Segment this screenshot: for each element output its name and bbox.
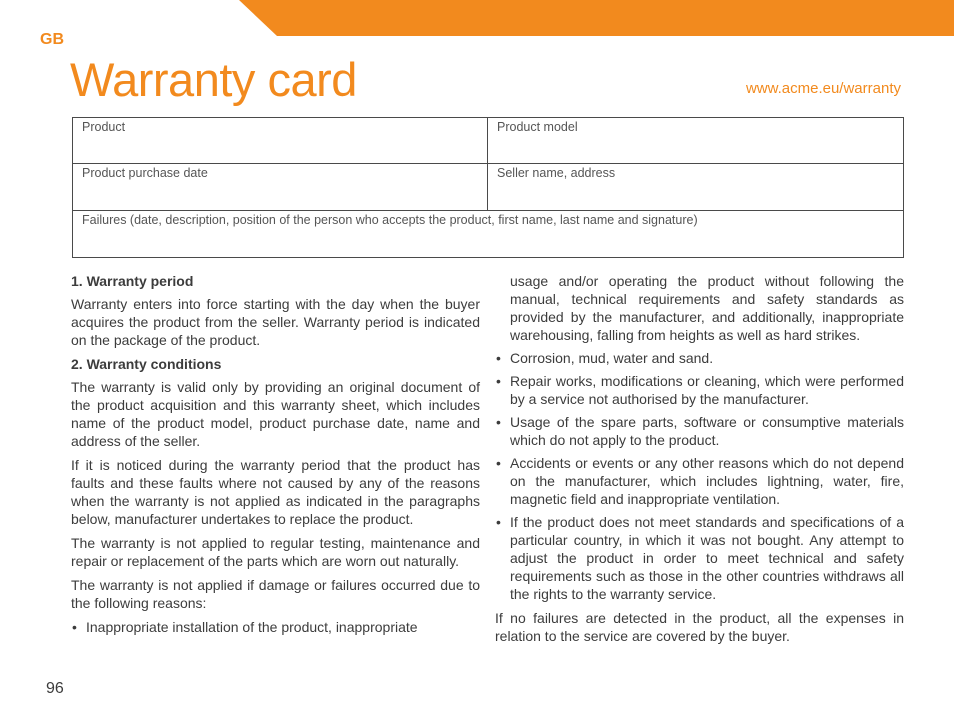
section-heading-warranty-period: 1. Warranty period	[71, 273, 194, 289]
paragraph: The warranty is not applied if damage or failures occurred due to the following reasons:	[71, 577, 480, 611]
right-column	[495, 272, 904, 651]
list-item: • If the product does not meet standards and specifications of a particular country, in which it was not bought. Any attempt to adjust the product in order to meet technical and safety requirements such as those in the other countries withdraws all the rights to the warranty service.	[495, 513, 904, 603]
product-label: Product	[82, 120, 126, 134]
seller-label: Seller name, address	[497, 166, 616, 180]
product-model-label: Product model	[497, 120, 578, 134]
language-label: GB	[40, 31, 64, 48]
product-model-field[interactable]	[488, 118, 903, 164]
list-item: • Usage of the spare parts, software or consumptive materials which do not apply to the product.	[495, 413, 904, 449]
page-title: Warranty card	[70, 53, 357, 106]
list-item: • Accidents or events or any other reasons which do not depend on the manufacturer, which includes lightning, water, fire, magnetic field and inappropriate ventilation.	[495, 454, 904, 508]
purchase-date-label: Product purchase date	[82, 166, 208, 180]
page-number: 96	[46, 680, 64, 697]
paragraph: Warranty enters into force starting with the day when the buyer acquires the product from the seller. Warranty period is indicated on the package of the product.	[71, 296, 480, 348]
paragraph: If it is noticed during the warranty period that the product has faults and these faults where not caused by any of the reasons when the warranty is not applied as indicated in the paragraphs below, manufacturer undertakes to replace the product.	[71, 457, 480, 527]
section-heading-warranty-conditions: 2. Warranty conditions	[71, 356, 222, 372]
failures-label: Failures (date, description, position of the person who accepts the product, first name, last name and signature)	[82, 213, 698, 227]
header-accent-bar	[239, 0, 954, 36]
left-column	[71, 272, 480, 642]
closing-paragraph: If no failures are detected in the product, all the expenses in relation to the service are covered by the buyer.	[495, 610, 904, 644]
product-field[interactable]	[73, 118, 488, 164]
list-item: • Repair works, modifications or cleaning, which were performed by a service not authorised by the manufacturer.	[495, 372, 904, 408]
exclusion-list	[495, 349, 904, 603]
failures-field[interactable]	[73, 211, 903, 257]
warranty-url[interactable]: www.acme.eu/warranty	[745, 80, 901, 97]
exclusion-list	[71, 618, 480, 636]
paragraph: The warranty is not applied to regular testing, maintenance and repair or replacement of the parts which are worn out naturally.	[71, 535, 480, 569]
purchase-date-field[interactable]	[73, 164, 488, 211]
list-item-continuation: usage and/or operating the product without following the manual, technical requirements and safety standards as provided by the manufacturer, and additionally, inappropriate warehousing, falling from heights as well as hard strikes.	[510, 273, 904, 343]
list-item: • Corrosion, mud, water and sand.	[495, 349, 904, 367]
seller-field[interactable]	[488, 164, 903, 211]
list-item: • Inappropriate installation of the product, inappropriate	[71, 618, 480, 636]
warranty-form	[72, 117, 904, 258]
paragraph: The warranty is valid only by providing an original document of the product acquisition and this warranty sheet, which includes name of the product model, product purchase date, name and address of the seller.	[71, 379, 480, 449]
